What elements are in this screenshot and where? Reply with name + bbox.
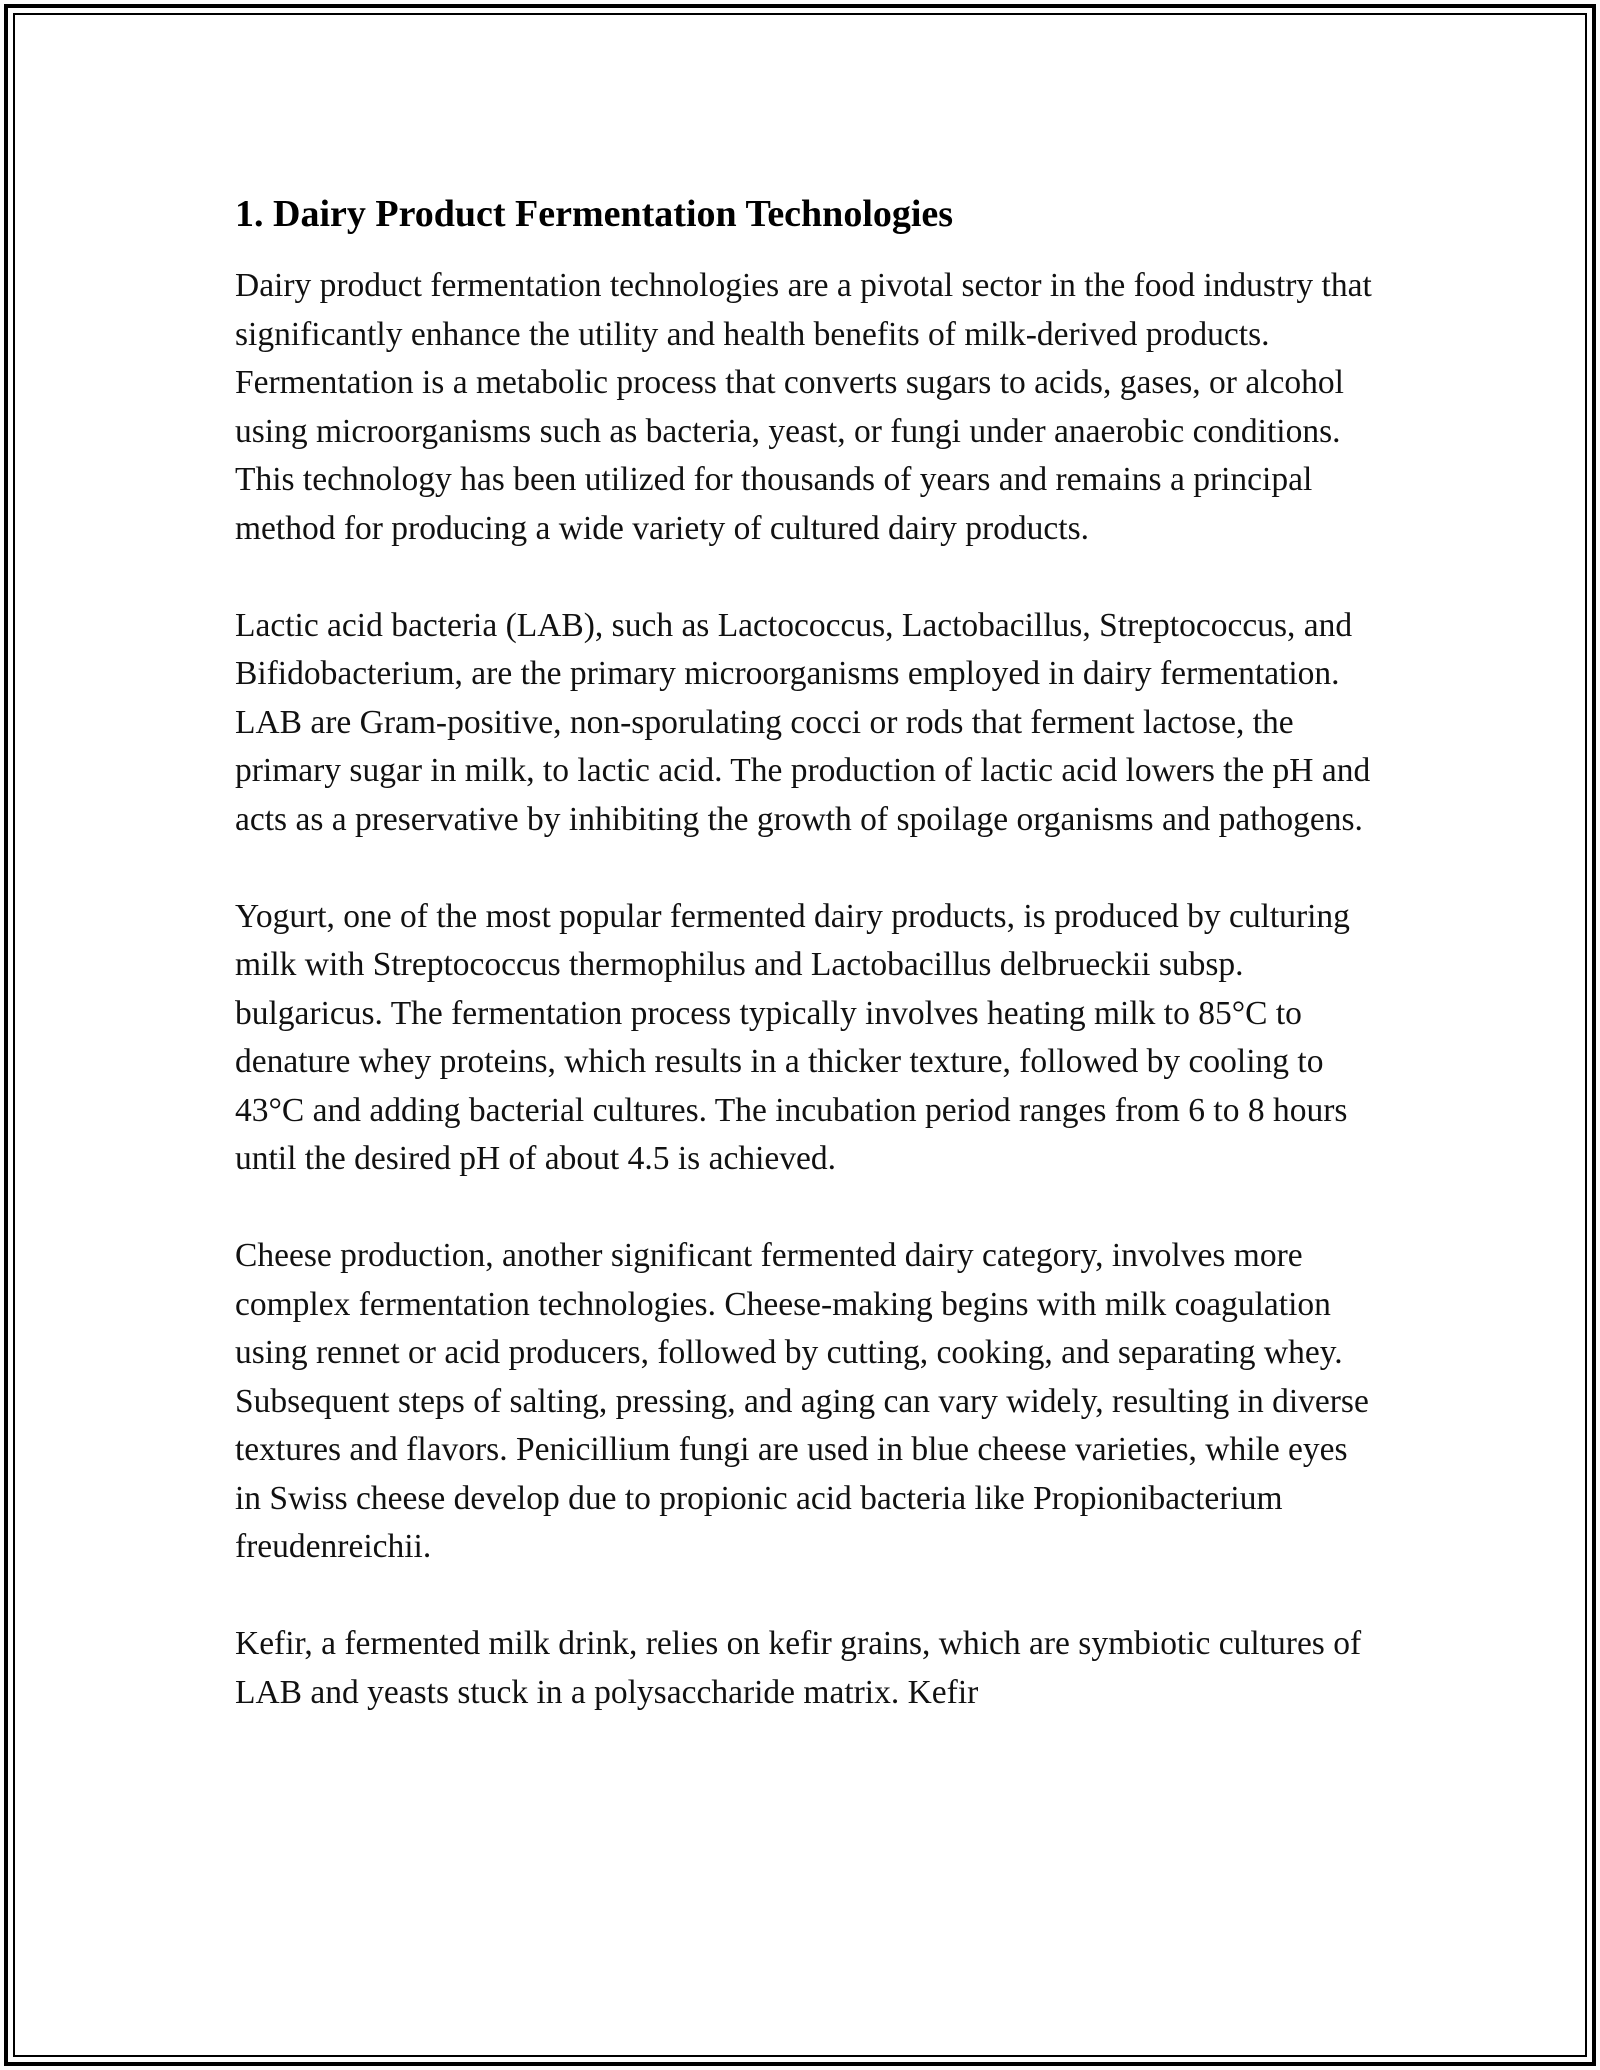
section-heading: 1. Dairy Product Fermentation Technologies (235, 193, 954, 235)
document-body (235, 186, 1380, 1766)
paragraph-yogurt: Yogurt, one of the most popular fermented dairy products, is produced by culturing milk with Streptococcus thermophilus and Lactobacillus delbrueckii subsp. bulgaricus. The fermentation process typically involves heating milk to 85°C to denature whey proteins, which results in a thicker texture, followed by cooling to 43°C and adding bacterial cultures. The incubation period ranges from 6 to 8 hours until the desired pH of about 4.5 is achieved. (235, 897, 1350, 1177)
paragraph-lab: Lactic acid bacteria (LAB), such as Lactococcus, Lactobacillus, Streptococcus, and Bifidobacterium, are the primary microorganisms employed in dairy fermentation. LAB are Gram-positive, non-sporulating cocci or rods that ferment lactose, the primary sugar in milk, to lactic acid. The production of lactic acid lowers the pH and acts as a preservative by inhibiting the growth of spoilage organisms and pathogens. (235, 606, 1371, 838)
paragraph-kefir: Kefir, a fermented milk drink, relies on kefir grains, which are symbiotic cultures of LAB and yeasts stuck in a polysaccharide matrix. Kefir (235, 1625, 1362, 1711)
paragraph-intro: Dairy product fermentation technologies are a pivotal sector in the food industry that significantly enhance the utility and health benefits of milk-derived products. Fermentation is a metabolic process that converts sugars to acids, gases, or alcohol using microorganisms such as bacteria, yeast, or fungi under anaerobic conditions. This technology has been utilized for thousands of years and remains a principal method for producing a wide variety of cultured dairy products. (235, 267, 1372, 547)
paragraph-cheese: Cheese production, another significant fermented dairy category, involves more complex fermentation technologies. Cheese-making begins with milk coagulation using rennet or acid producers, followed by cutting, cooking, and separating whey. Subsequent steps of salting, pressing, and aging can vary widely, resulting in diverse textures and flavors. Penicillium fungi are used in blue cheese varieties, while eyes in Swiss cheese develop due to propionic acid bacteria like Propionibacterium freudenreichii. (235, 1237, 1369, 1565)
